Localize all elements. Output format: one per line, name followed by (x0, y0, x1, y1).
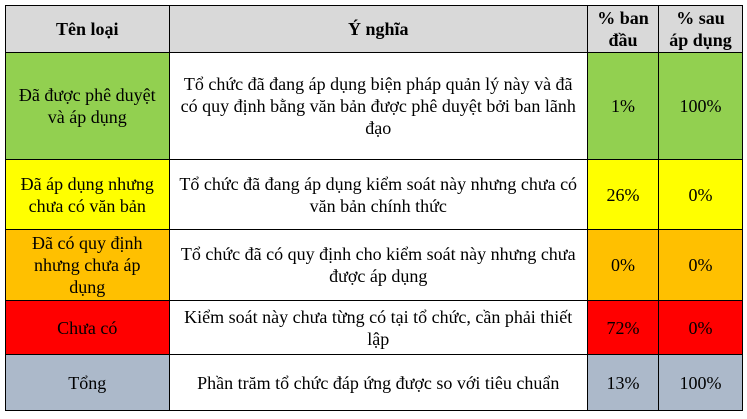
header-initial-percent: % ban đầu (587, 6, 658, 53)
initial-percent-cell: 72% (587, 301, 658, 355)
initial-percent-cell: 26% (587, 160, 658, 230)
header-row (6, 6, 743, 53)
after-percent-cell: 100% (659, 53, 743, 160)
type-cell: Đã áp dụng nhưng chưa có văn bản (6, 160, 170, 230)
type-cell: Tổng (6, 355, 170, 411)
meaning-cell: Tổ chức đã đang áp dụng kiểm soát này nhưng chưa có văn bản chính thức (169, 160, 587, 230)
header-type: Tên loại (6, 6, 170, 53)
after-percent-cell: 100% (659, 355, 743, 411)
header-after-percent: % sau áp dụng (659, 6, 743, 53)
initial-percent-cell: 13% (587, 355, 658, 411)
meaning-cell: Tổ chức đã đang áp dụng biện pháp quản lý này và đã có quy định bằng văn bản được phê duyệt bởi ban lãnh đạo (169, 53, 587, 160)
initial-percent-cell: 0% (587, 230, 658, 301)
header-meaning: Ý nghĩa (169, 6, 587, 53)
type-cell: Đã có quy định nhưng chưa áp dụng (6, 230, 170, 301)
control-status-table (5, 5, 743, 411)
table-row (6, 230, 743, 301)
table-row (6, 53, 743, 160)
type-cell: Đã được phê duyệt và áp dụng (6, 53, 170, 160)
meaning-cell: Phần trăm tổ chức đáp ứng được so với tiêu chuẩn (169, 355, 587, 411)
meaning-cell: Tổ chức đã có quy định cho kiểm soát này nhưng chưa được áp dụng (169, 230, 587, 301)
after-percent-cell: 0% (659, 160, 743, 230)
meaning-cell: Kiểm soát này chưa từng có tại tổ chức, cần phải thiết lập (169, 301, 587, 355)
table-row (6, 301, 743, 355)
type-cell: Chưa có (6, 301, 170, 355)
after-percent-cell: 0% (659, 301, 743, 355)
initial-percent-cell: 1% (587, 53, 658, 160)
table-row (6, 160, 743, 230)
total-row (6, 355, 743, 411)
after-percent-cell: 0% (659, 230, 743, 301)
